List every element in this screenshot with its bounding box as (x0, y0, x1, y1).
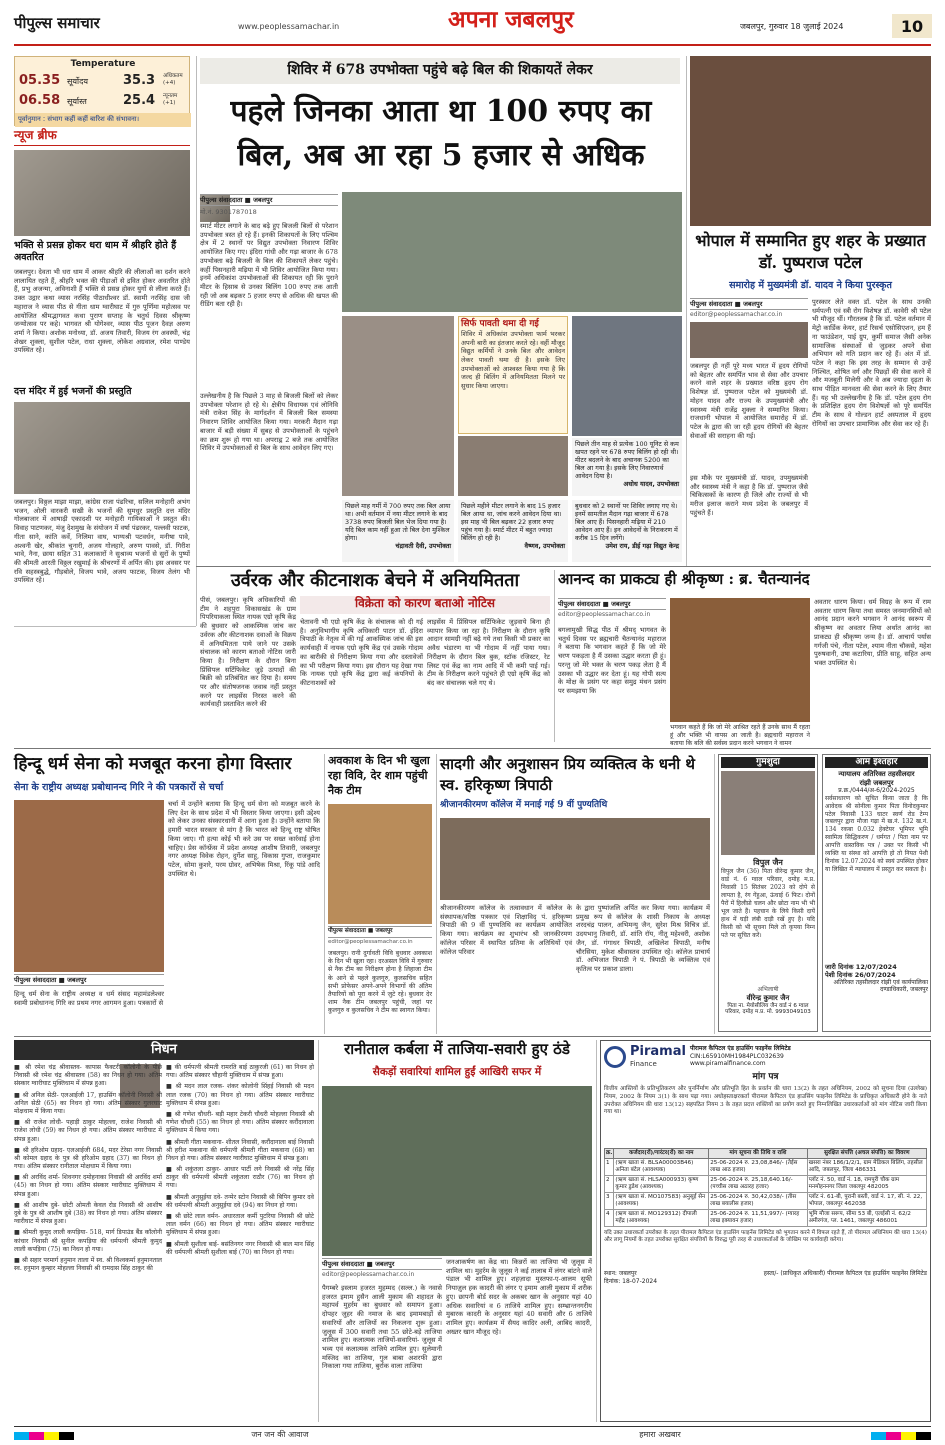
notice-box (822, 754, 931, 1032)
quote-2-name: वैष्णव, उपभोक्ता (524, 542, 565, 550)
honor-subhead: समारोह में मुख्यमंत्री डॉ. यादव ने किया पुरस्कृत (729, 280, 892, 291)
obit-entry: ■ श्रीमती कुमुद लाली कपड़िया- 518, मार्ग डिपाउंड बैंड कॉलोनी कांचार निवासी श्री सुनील कपड़िया की धर्मपत्नी श्रीमती कुमुद लाली कपड़िया (75) का निधन हो गया। (14, 1229, 162, 1253)
color-bar-left (14, 1432, 74, 1440)
byline-city: जबलपुर (743, 300, 763, 308)
forecast: पूर्वानुमान : संभाग कहीं कहीं बारिश की संभावना। (15, 113, 191, 127)
table-row (605, 1210, 927, 1227)
obit-entry: ■ श्री रमेश चंद्र श्रीवास्तव- कापास फैक्टरी कॉलोनी के पीछे निवासी श्री रमेश चंद्र श्रीवास्तव (58) का निधन हो गया। अंतिम संस्कार ग्वारीघाट मुक्तिधाम में संपन्न हुआ। (14, 1064, 162, 1088)
table-cell: भूमि मौजा सरूप, सीमा 53 बी, एलईसी नं. 62/2 अमीरगंज, प्ल. 1461, जबलपुर 486001 (807, 1210, 926, 1227)
table-row (605, 1176, 927, 1193)
table-header: कर्जदार(रों)/गारंटर(रों) का नाम (614, 1149, 709, 1159)
lead-headline: पहले जिनका आता था 100 रुपए का बिल, अब आ रहा 5 हजार से अधिक (230, 94, 652, 173)
byline-name: पीपुल्स संवाददाता (322, 1260, 365, 1268)
notice-date-1: जारी दिनांक 12/07/2024 (825, 962, 897, 971)
hindu-col-1: चर्चा में उन्होंने बताया कि हिन्दू धर्म सेना को मजबूत करने के लिए देश के साथ प्रदेश में भी विस्तार किया जाएगा। इसी उद्देश्य को लेकर उनका संस्कारधानी में आना हुआ है। उन्होंने बताया कि हमारी भारत सरकार से मांग है कि भारत को हिन्दू राष्ट्र घोषित किया जाए। गौ हत्या कोई भी करे उस पर सख्त कार्रवाई होना चाहिए। प्रेस कॉन्फ्रेंस में प्रदेश अध्यक्ष आशीष तिवारी, जबलपुर नगर अध्यक्ष विवेक रोहन, दुर्गेश साहू, विकास गुप्ता, राजकुमार पटेल, सोमा कुशरे, परम ग्रोवर, अभिषेक मिश्रा, रिंकू पांडे आदि उपस्थित थे। (168, 800, 320, 878)
honor-col-2: पुरस्कार लेते वक्त डॉ. पटेल के साथ उनकी धर्मपत्नी एवं स्त्री रोग विशेषज्ञ डॉ. कावेरी श्री पटेल भी मौजूद थीं। गौरतलब है कि डॉ. पटेल वर्तमान में मेट्रो कार्डिक केयर, हार्ट रिसर्च एसोसिएशन, हम हैं ना फाउंडेशन, पाई ग्रुप, कुर्मी समाज जैसी अनेक सामाजिक संस्थाओं से जुड़कर अपने सेवा अभियान को गति प्रदान कर रहे हैं। अंत में डॉ. पटेल ने कहा कि इस तरह के सम्मान से उन्हें निश्चित, शोषित वर्ग और पिछड़ों की सेवा करने में और मजबूती मिलेगी और वे अब ज्यादा दृढ़ता के साथ पीड़ित मानवता की सेवा करने के लिए तैयार हैं। यह भी उल्लेखनीय है कि डॉ. पटेल हृदय रोग के प्रशिक्षित हृदय रोग विशेषज्ञों को पूरे समर्पित टीम के साथ वे गोल्डन हार्ट अस्पताल में हृदय रोगियों का उपचार प्रामाणिक और सेवा कर रहे हैं। (812, 298, 931, 428)
notice-court: न्यायालय अतिरिक्त तहसीलदार (838, 770, 915, 779)
krishna-col-1: बगलामुखी सिद्ध पीठ में श्रीमद् भागवत के चतुर्थ दिवस पर ब्रह्मचारी चैतन्यानंद महाराज ने बताया कि भगवान कहते हैं कि जो मेरे चरण पकड़ता है मैं उसका उद्धार करता ही हूं। परन्तु जो मेरे भक्त के चरण पकड़ लेता है मैं उसका भी उद्धार कर देता हूं। यह गोपी सत्य के मोक्ष के प्रसंग पर कहा समुद्र मंथन प्रसंग पर समझाया कि (558, 626, 666, 695)
notice-date-2: पेशी दिनांक 26/07/2024 (825, 970, 896, 979)
masthead (0, 0, 945, 48)
tripathi-headline: सादगी और अनुशासन प्रिय व्यक्तित्व के धनी थे स्व. हरिकृष्ण त्रिपाठी (440, 755, 695, 794)
notice-place: रांझी जबलपुर (859, 778, 894, 787)
notice-text: सर्वसाधारण को सूचित किया जाता है कि आवेदक श्री सोनीला कुमार पिता विनोदकुमार पटेल निवासी 133 घाटर स्वर्ण रोड टेम्प जबलपुर द्वारा मौजा गढ़ा में ख.नं. 132 ख.नं. 134 रकबा 0.032 हेक्टेयर भूमिपर भूमि स्वामित्व सिद्धिकरण / धर्मगत / पिता नाम पर आपत्ति वास्तविक पत्र / उक्त पर किसी भी व्यक्ति या संस्था को आपत्ति हो तो नियत पेशी दिनांक 12.07.2024 को स्वयं उपस्थित होकर या लिखित में न्यायालय में प्रस्तुत कर सकता है। (825, 794, 928, 873)
byline-city: जबलपुर (375, 928, 393, 934)
obit-entry: ■ श्री छोटे लाल वर्मन- अधारताल कर्मी पुटरिया निवासी श्री छोटे लाल वर्मन (66) का निधन हो गया। अंतिम संस्कार ग्वारीघाट मुक्तिधाम में संपन्न हुआ। (166, 1213, 314, 1237)
notice-case: प्र.क्र./0444/अ-6/2024-2025 (838, 787, 915, 795)
min-label: न्यूनतम (+1) (163, 93, 178, 106)
lead-kicker: शिविर में 678 उपभोक्ता पहुंचे बढ़े बिल की शिकायतें लेकर (200, 58, 680, 84)
honor-email[interactable]: editor@peoplessamachar.co.in (690, 311, 783, 318)
lead-photo-2 (342, 316, 454, 496)
brief-headline-2: दत्त मंदिर में हुई भजनों की प्रस्तुति (14, 386, 132, 397)
missing-contact-label: अभिलाषी (757, 986, 779, 994)
brief-photo-1 (14, 150, 190, 236)
piramal-brand: Piramal (630, 1044, 686, 1059)
table-cell: 25-06-2024 रु. 23,08,846/- (तेईस लाख आठ हजार) (709, 1159, 807, 1176)
color-bar-right (871, 1432, 931, 1440)
table-cell: खसरा नंबर 186/1/2/1, ग्राम मेडिकल बिलिंग, तहसील आदि, जबलपुर, जिला 486331 (807, 1159, 926, 1176)
max-label: अधिकतम (+4) (163, 73, 183, 86)
piramal-cin: CIN:L65910MH1984PLC032639 (689, 1052, 784, 1060)
fert-col-1: पीसं, जबलपुर। कृषि अधिकारियों की टीम ने शहपुरा विकासखंड के ग्राम पिपरियाकला स्थित नायक एग्रो कृषि केंद्र की बुधवार को आकस्मिक जांच कर उर्वरक और कीटनाशक दवाओं के विक्रय में अनियमितता पाये जाने पर उसके संचालक को कारण बताओ नोटिस जारी किया है। निरीक्षण के दौरान बिना प्रिंसिपल सर्टिफिकेट जुड़े उत्पादों की बिक्री को प्रतिबंधित कर दिया है। समय पर और संतोषजनक जवाब नहीं प्रस्तुत करने पर लाइसेंस निरस्त करने की कार्यवाही प्रस्तावित करने की (200, 596, 296, 709)
notice-sign: अतिरिक्त तहसीलदार रांझी एवं कार्यपालिका दण्डाधिकारी, जबलपुर (833, 978, 928, 994)
obit-entry: ■ श्री मदन लाल रजक- शंकर कोलोनी सिंहई निवासी श्री मदन लाल रजक (70) का निधन हो गया। अंतिम संस्कार ग्वारीघाट मुक्तिधाम में संपन्न हुआ। (166, 1083, 314, 1107)
aavak-headline: अवकाश के दिन भी खुला रहा विवि, देर शाम पहुंची नैक टीम (328, 754, 430, 797)
table-cell: प्लॉट नं. 50, वार्ड नं. 18, रामपुरी चौक ग्राम मनमोहननगर जिला जबलपुर 482005 (807, 1176, 926, 1193)
obit-entry: ■ श्रीमती सुशीला बाई- बसंतिनगर नगर निवासी श्री बाल मान सिंह की धर्मपत्नी श्रीमती सुशीला बाई (70) का निधन हो गया। (166, 1240, 314, 1256)
news-brief-label: न्यूज ब्रीफ (14, 128, 190, 146)
sunset-time: 06.58 (19, 93, 61, 108)
quote-photo-2 (458, 436, 568, 496)
tazia-email[interactable]: editor@peoplessamachar.co.in (322, 1271, 415, 1278)
krishna-headline: आनन्द का प्राकट्य ही श्रीकृष्ण : ब्र. चैतन्यानंद (558, 570, 810, 588)
fert-subhead: विक्रेता को कारण बताओ नोटिस (300, 596, 550, 614)
quote-4-name: उमेश राय, डीई गढ़ा विद्युत केन्द्र (605, 542, 679, 550)
facts-box-text: शिविर में अधिकांश उपभोक्ता फार्म भरकर अपनी बारी का इंतजार करते रहे। वहीं मौजूद विद्युत कर्मियों ने उनके बिल और आवेदन लेकर पावती थमा दी है। इसके लिए उपभोक्ताओं को आश्वस्त किया गया है कि जल्द ही बिलिंग में अनियमितता मिलने पर सुधार किया जाएगा। (461, 330, 565, 390)
fert-col-2: चेतावनी भी एग्रो कृषि केंद्र के संचालक को दी गई है। अनुविभागीय कृषि अधिकारी पाटन डॉ. इंदिरा त्रिपाठी के नेतृत्व में की गई आकस्मिक जांच की इस कार्यवाही में नायक एग्रो कृषि केंद्र एवं उसके गोदाम का बारीकी से निरीक्षण किया गया और दस्तावेजों का भी परीक्षण किया गया। इस दौरान यह देखा गया कि नायक एग्रो कृषि केंद्र द्वारा कई कंपनियों के कीटनाशकों को (300, 618, 423, 687)
tripathi-subhead: श्रीजानकीरमण कॉलेज में मनाई गई 9 वीं पुण्यतिथि (440, 800, 608, 810)
byline-city: जबलपुर (375, 1260, 395, 1268)
obit-entry: ■ श्री अरविंद शर्मा- शिवनगर दमोहनाका निवासी श्री अरविंद शर्मा (45) का निधन हो गया। अंतिम संस्कार ग्वारीघाट मुक्तिधाम में संपन्न हुआ। (14, 1174, 162, 1198)
facts-box-title: सिर्फ पावती थमा दी गई (461, 319, 539, 329)
byline-city: जबलपुर (67, 976, 87, 984)
krishna-byline: पीपुल्स संवाददाता ■ जबलपुर (558, 598, 666, 610)
table-header: सुरक्षित संपत्ति (अचल संपत्ति) का विवरण (807, 1149, 926, 1159)
lead-mobile: मो.नं. 9301787018 (200, 208, 257, 216)
byline-name: पीपुल्स संवाददाता (200, 196, 243, 204)
tazia-headline: रानीताल कर्बला में ताजिया-सवारी हुए ठंडे (344, 1040, 570, 1058)
table-cell: (ऋण खाता सं. MO107583) अनुसूई सेन (आवश्यक) (614, 1193, 709, 1210)
honor-col-1: जबलपुर ही नहीं पूरे मध्य भारत में हृदय रोगियों को बेहतर और समर्पित भाव से सेवा और उपचार करने वाले शहर के प्रख्यात वरिष्ठ हृदय रोग विशेषज्ञ डॉ. पुष्पराज पटेल को मुख्यमंत्री डॉ. मोहन यादव और राज्य के उपमुख्यमंत्री और स्वास्थ्य मंत्री राजेंद्र शुक्ला ने सम्मानित किया। राजधानी भोपाल में आयोजित समारोह में डॉ. पटेल के द्वारा की जा रही हृदय रोगियों की बेहतर सेवाओं की सराहना की गई। (690, 362, 808, 440)
tripathi-col-2: के द्वारा पुष्पांजलि अर्पित कर किया गया। कार्यक्रम में प्रमुख रूप से कॉलेज के शासी निकाय के अध्यक्ष शरदचंद्र पालन, अभिमन्यु जैन, सुरेश मिश्र विचित्र डॉ. उदयभानु तिवारी, डॉ. शांति रॉय, नीतू महेश्वरी, अशोक जैन, डॉ. गंगाधर त्रिपाठी, अखिलेश त्रिपाठी, मनीष चौरसिया, मुकेश श्रीवास्तव उपस्थित रहे। कॉलेज प्राचार्य डॉ. अभिजात त्रिपाठी ने पं. त्रिपाठी के व्यक्तित्व एवं कृतित्व पर प्रकाश डाला। (576, 904, 710, 973)
piramal-sign: हस्ता/- (प्राधिकृत अधिकारी) पीरामल कैपिटल एंड हाउसिंग फाइनेंस लिमिटेड (763, 1270, 927, 1278)
krishna-col-1b: भगवान कहते हैं कि जो मेरे आश्रित रहते हैं उनके साथ मैं रहता हूं और भक्ति भी वापस आ जाती है। ब्रह्मचारी महाराज ने बताया कि बलि की सर्वस्व प्रदान करने भगवान ने वामन (670, 724, 810, 748)
piramal-logo-icon (604, 1046, 626, 1068)
obit-entry: ■ की धर्मपत्नी श्रीमती रामरति बाई ठाकुरजी (61) का निधन हो गया। अंतिम संस्कार चौहानी मुक्तिधाम में संपन्न हुआ। (166, 1064, 314, 1080)
table-cell: 2 (605, 1176, 614, 1193)
fert-headline: उर्वरक और कीटनाशक बेचने में अनियमितता (230, 570, 520, 591)
brief-body-2: जबलपुर। विठ्ठल माझा माझा, कांग्रेस राजा पंढरिचा, सलिल मनोहारी अभंग भजन, ओली वारकरी सखी के भजनों की सुमधुर प्रस्तुति दत्त मंदिर गोलबाजार में आषाढ़ी एकादशी पर मनोहारी गायिकाओं ने प्रस्तुत की। विवाह पाटणकर, मंजु देशमुख के संयोजन में वर्षा पंढरकर, पल्लवी फाटक, गीता साने, कांति कर्वे, निलिमा वाघ, भाग्यश्री पटवर्धन, मनीषा पावे, अश्वनी खेर, श्रीकांत चुनारी, अजय गोलहारे, अरुण पावसे, डॉ. गिरीश भावे, नैना, छाया सहित 31 कलाकारों ने सुश्राव्य भजनों से सुरों के पुष्पों की श्रीमती आरती विठ्ठल रखुमाई के श्रीचरणों में अर्पित की। इस अवसर पर रवि सहस्त्रबुद्धे, गौड़बोले, विजय भावे, अजय फाटक, विजय तेलंग भी उपस्थित रहे। (14, 498, 190, 585)
table-cell: प्लॉट नं. 61-बी, पुरानी बस्ती, वार्ड नं. 17, सी. नं. 22, भोपाल, जबलपुर 462038 (807, 1193, 926, 1210)
lead-byline: पीपुल्स संवाददाता ■ जबलपुर (200, 194, 338, 206)
fert-col-3: लाइसेंस में प्रिंसिपल सर्टिफिकेट जुड़वाये बिना ही व्यापार किया जा रहा है। निरीक्षण के दौरान कृषि आदान सामग्री नहीं बढ़े गये तथा किसी भी प्रकार का अवैध भंडारण या भी गोदाम में नहीं पाया गया। निरीक्षण के दौरान बिल बुक, स्टॉक रजिस्टर, रेट लिस्ट एवं केंद्र का नाम आदि में भी कमी पाई गई। टीम के निरीक्षण करने पहुंचते ही एग्रो कृषि केंद्र को बंद कर संचालक चले गए थे। (427, 618, 550, 687)
honor-portrait (690, 322, 808, 358)
obit-entry: ■ श्री राजेश लोधी- पहाड़ी ठाकुर मोहल्ला, राजेश निवासी श्री राजेश लोधी (59) का निधन हो गया। अंतिम संस्कार ग्वारीघाट में संपन्न हुआ। (14, 1119, 162, 1143)
aavak-email[interactable]: editor@peoplessamachar.co.in (328, 939, 413, 945)
quote-3-name: अधोध यादव, उपभोक्ता (623, 480, 679, 488)
missing-contact-name: वीरेन्द्र कुमार जैन (746, 993, 790, 1002)
missing-contact-addr: पिता ना. मेयोसीलिय जैन वार्ड नं 6 ग्वाल परिवार, दमोह म.प्र. मो. 9993049103 (725, 1002, 811, 1016)
honor-byline: पीपुल्स संवाददाता ■ जबलपुर (690, 298, 808, 310)
tazia-photo (322, 1086, 592, 1256)
obit-entry: ■ श्री शकुंतला ठाकुर- आधार पार्टी लगे निवासी श्री नरेंद्र सिंह ठाकुर की धर्मपत्नी श्रीमती शकुंतला राठौर (76) का निधन हो गया। (166, 1166, 314, 1190)
piramal-intro: वित्तीय आस्तियों के प्रतिभूतिकरण और पुनर्निर्माण और प्रतिभूति हित के प्रवर्तन की धारा 13(2) के तहत अधिनियम, 2002 को सूचना दिया (उल्लेख) नियम, 2002 के नियम 3(1) के साथ पढ़ा गया। अधोहस्ताक्षरकर्ता पीरामल कैपिटल एंड हाउसिंग फाइनेंस लिमिटेड के प्राधिकृत अधिकारी होने के नाते उपरोक्त अधिनियम की धारा 13(12) सहपठित नियम 3 के तहत प्रदत्त शक्तियों का प्रयोग करते हुए निम्नलिखित उधारकर्ताओं को मांग नोटिस जारी किया गया था। (604, 1086, 927, 1116)
brief-headline-1: भक्ति से प्रसन्न होकर धरा धाम में श्रीहरि होते हैं अवतरित (14, 240, 177, 263)
piramal-place: स्थान: जबलपुर (604, 1270, 637, 1278)
weather-box (14, 56, 190, 126)
table-header: मांग सूचना की तिथि व राशि (709, 1149, 807, 1159)
table-cell: (ऋण खाता सं. HLSA000933) कृष्ण कुमार डुडेश (आवश्यक) (614, 1176, 709, 1193)
quote-1-name: चंद्रावती दैवी, उपभोक्ता (395, 542, 451, 550)
table-cell: 4 (605, 1210, 614, 1227)
piramal-company: पीरामल कैपिटल एंड हाउसिंग फाइनेंस लिमिटेड (689, 1045, 791, 1053)
brief-photo-2 (14, 402, 190, 494)
sunrise-time: 05.35 (19, 73, 61, 88)
table-cell: (ऋण खाता सं. BLSA00003B46) अनिता बंटेल (आवश्यक) (614, 1159, 709, 1176)
obit-entry: ■ श्री अनिल सेठी- एलआईजी 17, हाउसिंग कॉलोनी निवासी श्री अनिल सेठी (65) का निधन हो गया। अंतिम संस्कार गुलरघाट मोक्षधाम में किया गया। (14, 1091, 162, 1115)
hindu-headline: हिन्दू धर्म सेना को मजबूत करना होगा विस्तार (14, 754, 292, 774)
facts-box (458, 316, 568, 434)
byline-name: पीपुल्स संवाददाता (690, 300, 733, 308)
quote-2-text: पिछले महीने मीटर लगाने के बाद 15 हजार बिल आया था, जांच करने आवेदन दिया था। इस माह भी बिल बढ़कर 22 हजार रुपए पहुंच गया है। स्मार्ट मीटर में बहुत ज्यादा बिलिंग हो रही है। (461, 502, 562, 542)
hindu-byline: पीपुल्स संवाददाता ■ जबलपुर (14, 974, 164, 986)
byline-name: पीपुल्स संवाददाता (558, 600, 601, 608)
brief-body-1: जबलपुर। देवता भी धरा धाम में आकर श्रीहरि की लीलाओं का दर्शन करने लालायित रहते हैं, श्रीहरि भक्त की पीड़ाओं से द्रवित होकर अवतरित होते हैं, प्रभु अजन्मा, अविनाशी हैं भक्ति से प्रसन्न होकर युगों से लीला करते हैं। उक्त उद्गार कथा व्यास नरसिंह पीठाधीश्वर डॉ. स्वामी नरसिंह दास जी महाराज ने व्यास पीठ से गीता धाम ग्वारीघाट में गुरु पूर्णिमा महोत्सव पर आयोजित श्रीमद्भागवत कथा पुराण सप्ताह के चतुर्थ दिवस श्रीकृष्ण जन्मोत्सव पर कहे। भागवत श्री योगेश्वर, व्यास पीठ पूजन दैवज्ञ अरुण शर्मा ने किया। अशोक मनोध्या, डॉ. अजय तिवारी, विजय रंग अवस्थी, चंद्र शेखर शुक्ला, सुशील पटेल, राधा शुक्ला, लोकेश अग्रवाल, रमेश पाण्डेय उपस्थित रहे। (14, 268, 190, 355)
aavak-photo (328, 804, 432, 924)
issue-date: जबलपुर, गुरुवार 18 जुलाई 2024 (740, 22, 844, 31)
piramal-ad (600, 1040, 931, 1422)
obit-entry: ■ श्री हरिओम ग्रहाद- एलआईजी 684, मदर टेरेसा नगर निवासी श्री कोमल ग्रहाद के पुत्र श्री हरिओम ग्रहाद (37) का निधन हो गया। अंतिम संस्कार रानीताल मोक्षधाम में किया गया। (14, 1146, 162, 1171)
missing-text: विपुल जैन (36) पिता वीरेन्द्र कुमार जैन, वार्ड नं. 6 ग्वाल परिवार, दमोह म.प्र. निवासी 15 सितंबर 2023 को दोपे से लापता है, रंग गेंहुआ, ऊंचाई 6 फिट। दोनों पैरों में हिलीप्रो चलन और छोटा नाम भी भी भूल जाते हैं। पहचान के लिये किसी दायें हाथ में घड़ी लंबी दाड़ी रखें हुए है। यदि किसी को भी सूचना मिले तो कृपया निम्न पते पर सूचित करें। (721, 868, 815, 939)
quote-3-text: पिछले तीन माह से प्रत्येक 100 यूनिट से कम खपत रहने पर 678 रुपए बिलिंग हो रही थी। मीटर बदलने के बाद अचानक 5200 का बिल आ गया है। इसके लिए निवारणार्थ आवेदन दिया है। (575, 440, 679, 480)
hindu-photo (14, 800, 164, 972)
missing-photo (721, 771, 815, 855)
hindu-col-2: हिन्दू धर्म सेना के राष्ट्रीय अध्यक्ष व धर्म संसद महामंडलेश्वर स्वामी प्रबोधानन्द गिरि का प्रथम नगर आगमन हुआ। पत्रकारों से (14, 990, 164, 1007)
notice-title: आम इश्तहार (825, 757, 928, 768)
brief-cont (14, 630, 196, 742)
quote-4-text: बुधवार को 2 स्थानों पर शिविर लगाए गए थे। इनमें सामतील मैदान गढ़ा बाजार में 678 बिल आए हैं। पिसनहारी मढ़िया में 210 आवेदन आए हैं। इन आवेदनों के निराकरण में करीब 15 दिन लगेंगे। (575, 502, 678, 542)
honor-col-1b: इस मौके पर मुख्यमंत्री डॉ. यादव, उपमुख्यमंत्री और स्वास्थ्य मंत्री ने कहा है कि डॉ. पुष्पराज जैसे चिकित्सकों के कारण ही जिले और राज्यों से भी मरीज इलाज कराने मध्य प्रदेश के जबलपुर में पहुंचते हैं। (690, 474, 808, 517)
weather-title: Temperature (70, 59, 136, 69)
honor-headline: भोपाल में सम्मानित हुए शहर के प्रख्यात डॉ. पुष्पराज पटेल (695, 231, 926, 273)
missing-name: विपुल जैन (753, 858, 783, 868)
quote-2 (458, 500, 568, 562)
tripathi-col-1: श्रीजानकीरमण कॉलेज के तत्वावधान में कॉलेज के संस्थापक/वरिष्ठ पत्रकार एवं शिक्षाविद् पं. हरिकृष्ण त्रिपाठी की 9 वीं पुण्यतिथि का कार्यक्रम आयोजित किया गया। कार्यक्रम का शुभारंभ श्री जानकीरमण कॉलेज परिसर में स्थापित प्रतिमा के अतिथियों एवं कॉलेज परिवार (440, 904, 572, 956)
lead-text-b: उल्लेखनीय है कि पिछले 3 माह से बिजली बिलों को लेकर उपभोक्ता परेशान हो रहे थे। क्षेत्रीय विधायक एवं लोनिवि मंत्री राकेश सिंह के मार्गदर्शन में बिजली बिल समस्या निवारण शिविर आयोजित किया गया। मरकरी मैदान गढ़ा बाजार में बड़ी संख्या में सुबह से उपभोक्ताओं के पहुंचने का क्रम शुरू हो गया था। अपराह्न 2 बजे तक आयोजित शिविर में उपभोक्ताओं से बिल के साथ आवेदन लिए गए। (200, 392, 338, 453)
page-number: 10 (892, 14, 932, 38)
tazia-subhead: सैकड़ों सवारियां शामिल हुईं आखिरी सफर में (372, 1066, 542, 1078)
quote-4 (572, 500, 682, 562)
max-temp: 35.3 (123, 73, 156, 88)
site-url[interactable]: www.peoplessamachar.in (238, 22, 340, 31)
lead-text-a: स्मार्ट मीटर लगाने के बाद बढ़े हुए बिजली बिलों से परेशान उपभोक्ता त्रस्त हो रहे हैं। इनकी शिकायतों के लिए पश्चिम क्षेत्र में 2 स्थानों पर विद्युत उपभोक्ता निवारण शिविर आयोजित किए गए। इंदिरा गांधी और गढ़ा बाजार के 678 उपभोक्ता बढ़े बिजली के बिल की शिकायतें लेकर पहुंचे। कहीं पिसनहारी मढ़िया में भी शिविर आयोजित किया गया। इनमें अधिकांश उपभोक्ताओं की शिकायत रही कि पुराने मीटर के हिसाब से उनका बिलिंग 100 रुपए तक आती रही जो अब बढ़कर 5 हजार रुपए से अधिक की खपत की रीडिंग बता रही है। (200, 222, 338, 309)
sunrise-label: सूर्योदय (67, 77, 89, 86)
quote-1 (342, 500, 454, 562)
sunset-label: सूर्यास्त (67, 97, 87, 106)
table-cell: (ऋण खाता सं. MO129312) दीपाली महेंद्र (आवश्यक) (614, 1210, 709, 1227)
min-temp: 25.4 (123, 93, 156, 108)
byline-city: जबलपुर (253, 196, 273, 204)
obit-title: निधन (14, 1040, 314, 1060)
obit-entry: ■ श्रीमती अनुसुईया दवे- तन्मेर स्टोन निवासी श्री बिपिन कुमार दवे की धर्मपत्नी श्रीमती अनुसुईया दवे (94) का निधन हो गया। (166, 1193, 314, 1209)
piramal-site[interactable]: www.piramalfinance.com (689, 1060, 766, 1068)
footer-left: जन जन की आवाज (251, 1430, 309, 1439)
section-title: अपना जबलपुर (448, 6, 574, 33)
aavak-col-1: जबलपुर। रानी दुर्गावती विवि बुधवार अवकाश के दिन भी खुला रहा। दरअसल विवि में गुरुवार से नैक टीम का निरीक्षण होना है लिहाजा टीम के आने से पहले कुलगुरु, कुलसचिव सहित सभी प्रोफेसर अपने-अपने विभागों की अंतिम तैयारियों को पूरा करने में जुटे रहे। बुधवार देर शाम नैक टीम जबलपुर पहुंची, जहां पर कुलगुरु व कुलसचिव ने टीम का स्वागत किया। (328, 950, 432, 1015)
obit-entry: ■ श्रीमती गीता मकवाना- शीतल निवासी, करौंदानाला बाई निवासी श्री हरीश मकवाना की धर्मपत्नी श्रीमती गीता मकवाना (68) का निधन हो गया। अंतिम संस्कार ग्वारीघाट मुक्तिधाम में संपन्न हुआ। (166, 1138, 314, 1162)
obit-entry: ■ श्री आशीष दुबे- छोटी ओमती केवल रोड निवासी श्री आशीष दुबे के पुत्र श्री आशीष दुबे (38) का निधन हो गया। अंतिम संस्कार ग्वारीघाट में संपन्न हुआ। (14, 1201, 162, 1226)
tazia-col-2: जनआकर्षण का केंद्र था। किन्नरों का ताजिया भी जुलूस में शामिल था। मुहर्रम के जुलूस ने कई तालाब में लंगर बांटने वाले पंडाल भी शामिल हुए। शहज़ादा मुस्तफा-ए-आलम सूफी नियाज़ुल हक कादरी की लंगर ए इमाम आली मुकाम में शरीक हुए। छापनी बोर्ड सदर के अकबर खान के अनुसार यहां 40 अधिक सवारियां व 6 ताजिये शामिल हुए। सम्भ्रान्तनगरीय मुबारक कादरी के अनुसार यहां 40 सवारी और 6 ताजिये शामिल हुए। कार्यक्रम में सैयद कादिर अली, आबिद कादरी, अख्तर खान मौजूद रहे। (446, 1258, 592, 1336)
quote-1-text: पिछले माह गर्मी में 700 रुपए तक बिल आया था। अभी वर्तमान में नया मीटर लगाने के बाद 3738 रुपए बिजली बिल भेज दिया गया है। यदि बिल काम नहीं हुआ तो बिल देना मुश्किल होगा। (345, 502, 451, 542)
missing-box (718, 754, 818, 1032)
aavak-byline: पीपुल्स संवाददाता ■ जबलपुर (328, 926, 432, 938)
table-cell: 3 (605, 1193, 614, 1210)
byline-city: जबलपुर (611, 600, 631, 608)
honor-photo (690, 56, 931, 226)
table-cell: 1 (605, 1159, 614, 1176)
table-header: क्र. (605, 1149, 614, 1159)
piramal-table (604, 1148, 927, 1227)
table-cell: 25-06-2024 रु. 11,51,997/- (ग्यारह लाख इक्यावन हजार) (709, 1210, 807, 1227)
obit-entry: ■ श्री गणेश चौधरी- बड़ी महार टेकरी चौधरी मोहल्ला निवासी श्री गणेश चौधरी (55) का निधन हो गया। अंतिम संस्कार करौंदावाला मुक्तिधाम में किया गया। (166, 1110, 314, 1135)
tazia-col-1: पैगम्बरे इस्लाम हजरत मुहम्मद (सल्ल.) के नवासे हजरत इमाम हुसैन आली मुकाम की शहादत के महापर्व मुहर्रम का बुधवार को समापन हुआ। दोपहर जुहर की नमाज के बाद इमामबाड़ों से सवारियों और ताजियों का निकलना शुरू हुआ। जुलूस में 300 सवारी तथा 55 छोटे-बड़े ताजिया शामिल हुए। कलात्मक ताजियों-सवारियां- जुलूस में भव्य एवं कलात्मक ताजिये शामिल हुए। सुलेमानी मस्जिद का ताजिया, गुल बाबा अशरफी द्वारा निकाला गया ताजिया, बुर्राक वाला ताजिया (322, 1284, 442, 1371)
lead-photo (342, 192, 682, 312)
table-cell: 25-06-2024 रु. 25,18,640.16/- (पच्चीस लाख अठारह हजार) (709, 1176, 807, 1193)
piramal-date: दिनांक: 18-07-2024 (604, 1277, 658, 1285)
byline-name: पीपुल्स संवाददाता (328, 928, 366, 934)
krishna-col-2: अवतार धारण किया। धर्म विग्रह के रूप में राम अवतार धारण किया तथा समस्त जनमानसियों को आनंद प्रदान करने भगवान ने आनंद स्वरूप में श्रीकृष्ण का अवतार लिया अर्थात आनंद का प्राकट्य ही श्रीकृष्ण जन्म है। डॉ. आचार्य पर्यास गर्गजी पंचे, नीता पटेल, श्याम नीता चौकसे, महेश पुरुषवानी, उषा कटारिया, प्रीति साहू, सहित अन्य भक्त उपस्थित थे। (814, 598, 931, 667)
missing-label: गुमशुदा (721, 757, 815, 768)
piramal-sub: Finance (630, 1060, 657, 1069)
quote-3 (572, 438, 682, 496)
footer-right: हमारा अखबार (639, 1430, 681, 1439)
obit-col-1 (14, 1064, 162, 1420)
obit-entry: ■ श्री सहार परमार्ग हनुमान ताला में स्व. श्री विश्वकर्मा हनुमानताल स्व. हनुमान कुम्हार मोहल्ला निवासी श्री रामदास सिंह ठाकुर की (14, 1256, 162, 1273)
piramal-footer: यदि उक्त उधारकर्ता उपरोक्त के तहत पीरामल कैपिटल एंड हाउसिंग फाइनेंस लिमिटेड को भुगतान करने में विफल रहते हैं, तो पीरामल अधिनियम की धारा 13(4) और लागू नियमों के तहत उपरोक्त सुरक्षित संपत्तियों के विरुद्ध पूरी तरह से उधारकर्ताओं के जोखिम पर कार्यवाही करेगा। (604, 1230, 927, 1244)
byline-name: पीपुल्स संवाददाता (14, 976, 57, 984)
obit-col-2 (166, 1064, 314, 1420)
table-cell: 25-06-2024 रु. 30,42,038/- (तीस लाख बयालीस हजार) (709, 1193, 807, 1210)
krishna-photo (670, 598, 810, 722)
table-row (605, 1159, 927, 1176)
hindu-subhead: सेना के राष्ट्रीय अध्यक्ष प्रबोधानन्द गिरि ने की पत्रकारों से चर्चा (14, 782, 224, 793)
piramal-demand: मांग पत्र (752, 1072, 779, 1082)
tripathi-photo (440, 818, 710, 900)
quote-photo-3 (572, 316, 682, 436)
paper-name: पीपुल्स समाचार (14, 14, 100, 32)
table-row (605, 1193, 927, 1210)
tazia-byline: पीपुल्स संवाददाता ■ जबलपुर (322, 1258, 442, 1270)
krishna-email[interactable]: editor@peoplessamachar.co.in (558, 611, 651, 618)
